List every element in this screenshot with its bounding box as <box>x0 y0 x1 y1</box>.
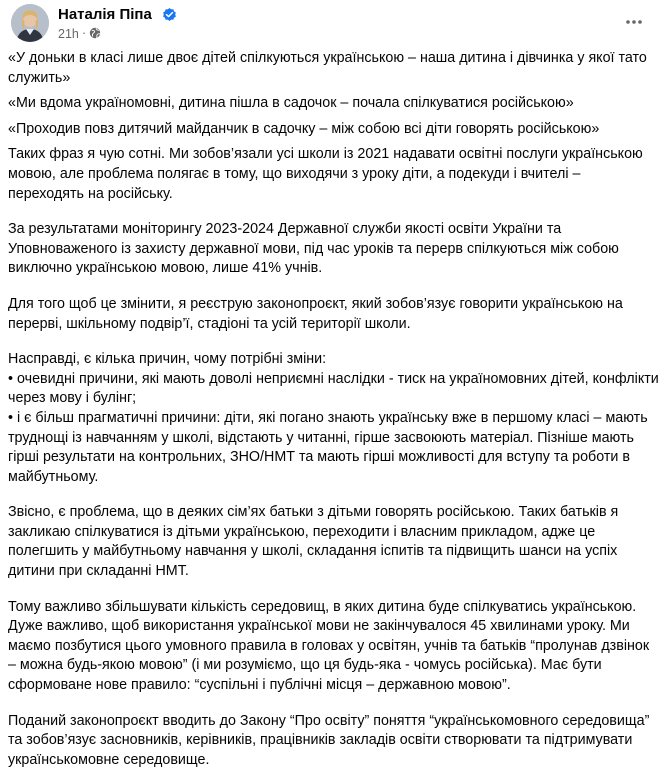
quote-paragraph: «Ми вдома україномовні, дитина пішла в садочок – почала спілкуватися російською» <box>8 95 574 112</box>
quote-paragraph: «У доньки в класі лише двоє дітей спілкуються українською – наша дитина і дівчинка у якої тато служить» <box>8 50 647 86</box>
body-paragraph: Таких фраз я чую сотні. Ми зобов’язали усі школи із 2021 надавати освітні послуги українською мовою, але проблема полягає в тому, що виходячи з уроку діти, а подекуди і вчителі – переходять на російську. <box>8 146 643 202</box>
body-paragraph: Для того щоб це змінити, я реєструю законопроєкт, який зобов’язує говорити українською на перерві, шкільному подвір’ї, стадіоні та усій території школи. <box>8 295 623 332</box>
post-body <box>8 49 660 776</box>
globe-icon[interactable] <box>89 27 101 39</box>
reasons-list: Насправді, є кілька причин, чому потрібні зміни: • очевидні причини, які мають доволі неприємні наслідки - тиск на україномовних дітей, конфлікти через мову і булінг; • і є більш прагматичні причини: діти, які погано знають українську вже в першому класі – мають труднощі із навчанням у школі, відстають у читанні, гірше засвоюють матеріал. Пізніше мають гірші результати на контрольних, ЗНО/НМТ та мають гірші можливості для вступу та роботи в майбутньому. <box>8 351 659 485</box>
quote-paragraph: «Проходив повз дитячий майданчик в садочку – між собою всі діти говорять російською» <box>8 120 600 137</box>
more-options-button[interactable] <box>620 8 648 36</box>
body-paragraph: Звісно, є проблема, що в деяких сім’ях батьки з дітьми говорять російською. Таких батьків я закликаю спілкуватися із дітьми українською, переходити і власним прикладом, адже це полегшить у майбутньому навчання у школі, складання іспитів та підвищить шанси на успіх дитини при складанні НМТ. <box>8 504 619 580</box>
post-header <box>0 0 669 50</box>
avatar-picture <box>11 4 49 42</box>
author-name[interactable]: Наталія Піпа <box>58 6 152 23</box>
verified-badge-icon <box>162 7 177 22</box>
post-timestamp[interactable]: 21h <box>58 27 79 41</box>
author-avatar[interactable] <box>11 4 49 42</box>
body-paragraph: Поданий законопроєкт вводить до Закону “Про освіту” поняття “українськомовного середовища” та зобов’язує засновників, керівників, працівників закладів освіти створювати та підтримувати українськомовне середовище. <box>8 712 650 768</box>
body-paragraph: Тому важливо збільшувати кількість середовищ, в яких дитина буде спілкуватись українською. Дуже важливо, щоб використання української мови не закінчувалося 45 хвилинами уроку. Ми маємо позбутися цього умовного правила в головах у освітян, учнів та батьків “пролунав дзвінок – можна будь-якою мовою” (і ми розуміємо, що ця будь-яка - чомусь російська). Має бути сформоване нове правило: “суспільні і публічні місця – державною мовою”. <box>8 598 650 694</box>
meta-separator: · <box>82 26 87 40</box>
body-paragraph: За результатами моніторингу 2023-2024 Державної служби якості освіти України та Уповноваженого із захисту державної мови, під час уроків та перерв спілкуються між собою виключно українською мовою, лише 41% учнів. <box>8 221 619 277</box>
more-options-icon <box>625 13 643 31</box>
